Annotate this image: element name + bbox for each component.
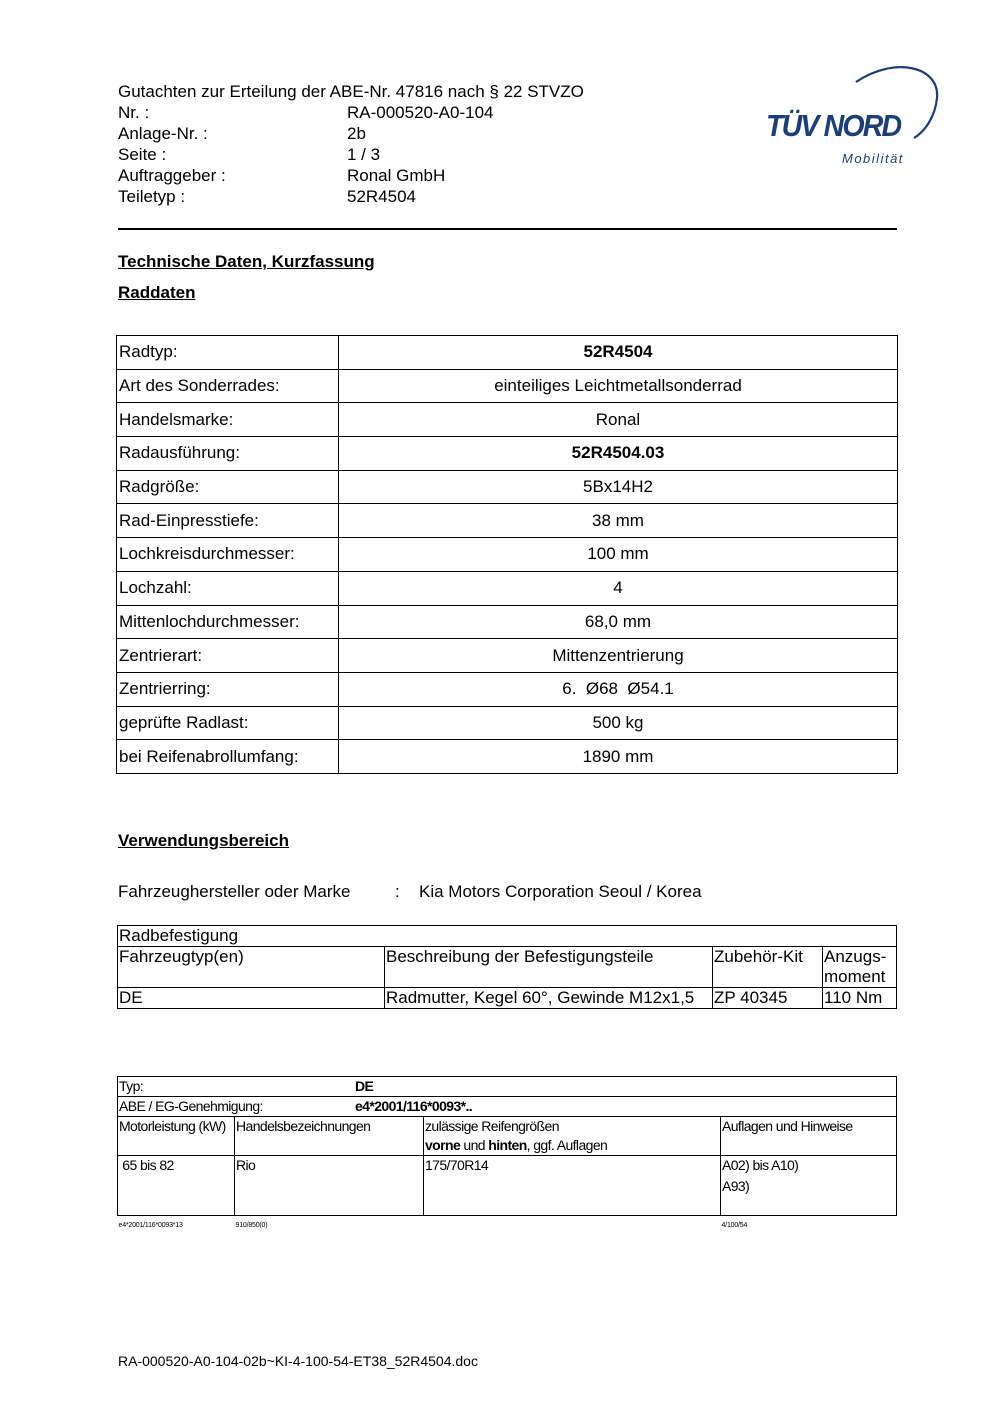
- table-cell: 65 bis 82: [118, 1156, 235, 1216]
- table-row: [117, 504, 898, 538]
- abe-label: ABE / EG-Genehmigung:: [119, 1098, 263, 1114]
- column-header: Anzugs-moment: [823, 947, 897, 988]
- table-row: [118, 988, 897, 1009]
- header-value: Ronal GmbH: [347, 166, 446, 185]
- row-value: 4: [339, 571, 898, 605]
- table-row: [117, 639, 898, 673]
- column-header: Motorleistung (kW): [118, 1117, 235, 1156]
- section-title: Technische Daten, Kurzfassung: [118, 252, 375, 271]
- header-label: Nr. :: [118, 103, 150, 122]
- row-value: 5Bx14H2: [339, 470, 898, 504]
- header-value: 1 / 3: [347, 145, 381, 164]
- column-header: Beschreibung der Befestigungsteile: [385, 947, 713, 988]
- row-value: 52R4504: [339, 336, 898, 370]
- logo-sub: Mobilität: [842, 151, 904, 166]
- table-row: [118, 1077, 897, 1097]
- header-row: [118, 165, 584, 186]
- header-row: [118, 123, 584, 144]
- row-value: 1890 mm: [339, 740, 898, 774]
- typ-table: [117, 1076, 897, 1235]
- section-subtitle: Raddaten: [118, 283, 196, 302]
- typ-value: DE: [355, 1078, 374, 1094]
- row-label: Mittenlochdurchmesser:: [117, 605, 339, 639]
- table-header-row: [118, 947, 897, 988]
- row-label: Zentrierring:: [117, 672, 339, 706]
- header-title: Gutachten zur Erteilung der ABE-Nr. 47816 nach § 22 STVZO: [118, 82, 584, 101]
- raddaten-table: [116, 335, 898, 774]
- header-value: 52R4504: [347, 187, 417, 206]
- row-value: 38 mm: [339, 504, 898, 538]
- col3-auflagen: , ggf. Auflagen: [526, 1137, 608, 1153]
- table-row: [118, 1216, 897, 1236]
- col3-subtitle: [425, 1136, 720, 1155]
- table-row: [117, 740, 898, 774]
- table-row: [117, 369, 898, 403]
- abe-value: e4*2001/116*0093*..: [355, 1098, 473, 1114]
- row-value: 68,0 mm: [339, 605, 898, 639]
- hersteller-label: Fahrzeughersteller oder Marke: [118, 882, 351, 901]
- table-row: [117, 672, 898, 706]
- header-row: [118, 144, 584, 165]
- tuv-nord-logo: [764, 60, 942, 170]
- row-label: Radtyp:: [117, 336, 339, 370]
- header-label: Anlage-Nr. :: [118, 124, 208, 143]
- row-label: Radausführung:: [117, 437, 339, 471]
- table-cell: ZP 40345: [713, 988, 823, 1009]
- hersteller-sep: :: [395, 882, 400, 901]
- row-label: Zentrierart:: [117, 639, 339, 673]
- row-value: einteiliges Leichtmetallsonderrad: [339, 369, 898, 403]
- table-cell: Radmutter, Kegel 60°, Gewinde M12x1,5: [385, 988, 713, 1009]
- table-cell: 110 Nm: [823, 988, 897, 1009]
- header-value: RA-000520-A0-104: [347, 103, 494, 122]
- hersteller-line: [118, 882, 702, 902]
- page-footer: RA-000520-A0-104-02b~KI-4-100-54-ET38_52R4504.doc: [118, 1353, 478, 1369]
- column-header: Zubehör-Kit: [713, 947, 823, 988]
- section-title: Verwendungsbereich: [118, 831, 289, 850]
- row-value: Ronal: [339, 403, 898, 437]
- hersteller-value: Kia Motors Corporation Seoul / Korea: [419, 882, 702, 901]
- table-row: [118, 1097, 897, 1117]
- row-value: 52R4504.03: [339, 437, 898, 471]
- table-header-row: [118, 1117, 897, 1156]
- befestigung-title: Radbefestigung: [118, 926, 897, 947]
- row-label: Rad-Einpresstiefe:: [117, 504, 339, 538]
- column-header: Handelsbezeichnungen: [235, 1117, 424, 1156]
- table-row: [117, 538, 898, 572]
- row-value: 500 kg: [339, 706, 898, 740]
- foot-cell: [424, 1216, 721, 1236]
- header-row: [118, 102, 584, 123]
- row-value: Mittenzentrierung: [339, 639, 898, 673]
- col3-hinten: hinten: [488, 1137, 527, 1153]
- header-label: Teiletyp :: [118, 187, 186, 206]
- column-header: Fahrzeugtyp(en): [118, 947, 385, 988]
- row-label: Lochkreisdurchmesser:: [117, 538, 339, 572]
- table-row: [117, 437, 898, 471]
- header-label: Auftraggeber :: [118, 166, 226, 185]
- col3-und: und: [460, 1137, 489, 1153]
- typ-row: [118, 1077, 897, 1097]
- table-row: [117, 403, 898, 437]
- typ-label: Typ:: [119, 1078, 144, 1094]
- table-row: [117, 470, 898, 504]
- foot-cell: e4*2001/116*0093*13: [118, 1222, 183, 1229]
- header-divider: [118, 228, 897, 230]
- notes-line: A02) bis A10): [722, 1157, 799, 1173]
- header-label: Seite :: [118, 145, 167, 164]
- column-header: Auflagen und Hinweise: [721, 1117, 897, 1156]
- foot-cell: 4/100/54: [721, 1222, 748, 1229]
- header-value: 2b: [347, 124, 366, 143]
- column-header: [424, 1117, 721, 1156]
- row-label: Art des Sonderrades:: [117, 369, 339, 403]
- row-label: geprüfte Radlast:: [117, 706, 339, 740]
- table-row: [118, 1156, 897, 1216]
- table-cell: DE: [118, 988, 385, 1009]
- foot-cell: 910/850(0): [235, 1222, 268, 1229]
- row-label: bei Reifenabrollumfang:: [117, 740, 339, 774]
- col3-title: zulässige Reifengrößen: [425, 1118, 559, 1134]
- table-cell: Rio: [235, 1156, 424, 1216]
- table-row: [117, 605, 898, 639]
- logo-brand: TÜV NORD: [766, 108, 901, 143]
- row-label: Handelsmarke:: [117, 403, 339, 437]
- col3-vorne: vorne: [425, 1137, 461, 1153]
- row-value: 100 mm: [339, 538, 898, 572]
- table-cell: [721, 1156, 897, 1216]
- table-row: [118, 926, 897, 947]
- abe-row: [118, 1097, 897, 1117]
- radbefestigung-table: [117, 925, 897, 1009]
- table-row: [117, 706, 898, 740]
- document-header: [118, 81, 584, 207]
- row-label: Radgröße:: [117, 470, 339, 504]
- notes-line: A93): [722, 1178, 750, 1194]
- row-label: Lochzahl:: [117, 571, 339, 605]
- table-row: [117, 571, 898, 605]
- table-row: [117, 336, 898, 370]
- row-value: 6. Ø68 Ø54.1: [339, 672, 898, 706]
- header-row: [118, 186, 584, 207]
- table-cell: 175/70R14: [424, 1156, 721, 1216]
